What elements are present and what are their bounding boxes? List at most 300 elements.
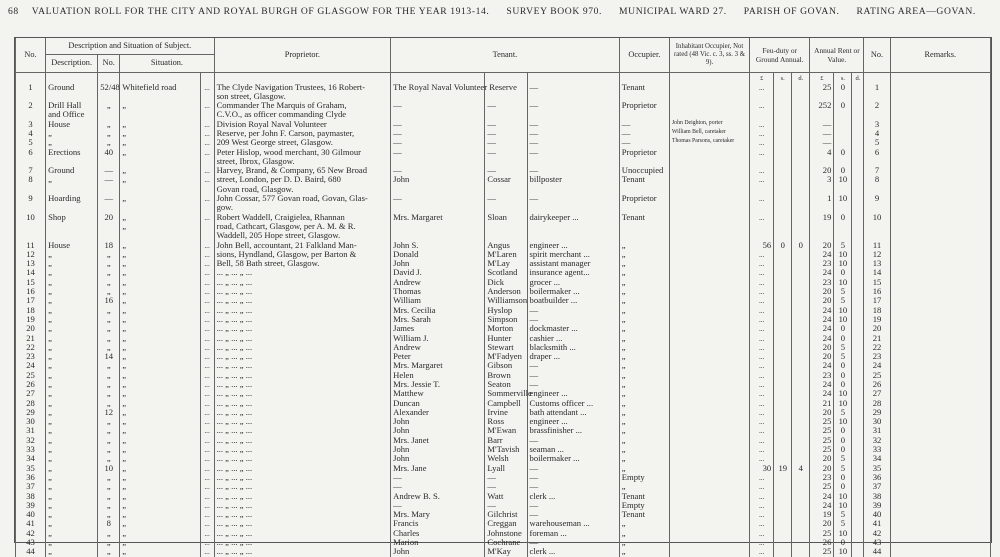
feu-pounds: ... — [750, 101, 774, 110]
rent-shillings: 0 — [834, 101, 852, 110]
feu-shillings — [774, 101, 792, 110]
subject-number: „ — [98, 306, 120, 315]
row-number-right: 32 — [864, 436, 890, 445]
subject-number: 10 — [98, 464, 120, 473]
subject-number: „ — [98, 324, 120, 333]
row-number: 18 — [16, 306, 46, 315]
situation: „ — [120, 120, 200, 129]
rent-pence — [852, 296, 864, 305]
tenant-first-name: James — [391, 324, 485, 333]
feu-pence — [792, 352, 810, 361]
feu-shillings — [774, 287, 792, 296]
situation: „ — [120, 278, 200, 287]
rent-pounds: 20 — [810, 408, 834, 417]
situation: „ — [120, 361, 200, 370]
tenant-occupation: — — [527, 120, 619, 129]
tenant-occupation: — — [527, 315, 619, 324]
rent-shillings — [834, 222, 852, 231]
rent-pence — [852, 259, 864, 268]
tenant-first-name: Mrs. Jane — [391, 464, 485, 473]
feu-shillings — [774, 426, 792, 435]
description: „ — [46, 296, 98, 305]
occupier: „ — [619, 315, 669, 324]
tenant-occupation: foreman ... — [527, 529, 619, 538]
tenant-first-name: — — [391, 473, 485, 482]
remarks — [890, 268, 990, 277]
col-proprietor: Proprietor. — [214, 38, 391, 72]
feu-pounds: ... — [750, 473, 774, 482]
inhabitant-occupier — [669, 371, 749, 380]
rent-pounds: 24 — [810, 268, 834, 277]
row-number-right: 38 — [864, 492, 890, 501]
inhabitant-occupier — [669, 268, 749, 277]
remarks — [890, 166, 990, 175]
occupier: „ — [619, 306, 669, 315]
row-number-right: 3 — [864, 120, 890, 129]
subject-number: „ — [98, 482, 120, 491]
description: „ — [46, 138, 98, 147]
row-number: 39 — [16, 501, 46, 510]
situation: „ — [120, 287, 200, 296]
situation: „ — [120, 436, 200, 445]
rent-pounds: — — [810, 138, 834, 147]
tenant-surname: — — [485, 482, 527, 491]
rent-pence — [852, 110, 864, 119]
tenant-first-name: Mrs. Sarah — [391, 315, 485, 324]
situation: „ — [120, 408, 200, 417]
description: „ — [46, 426, 98, 435]
rent-shillings: 0 — [834, 334, 852, 343]
rent-pence — [852, 492, 864, 501]
proprietor: Govan road, Glasgow. — [214, 185, 391, 194]
rent-pence — [852, 129, 864, 138]
feu-pounds: ... — [750, 492, 774, 501]
tenant-surname: — — [485, 148, 527, 157]
tenant-first-name — [391, 157, 485, 166]
situation-dots: ... — [200, 417, 214, 426]
situation: „ — [120, 334, 200, 343]
row-number-right: 21 — [864, 334, 890, 343]
feu-shillings — [774, 510, 792, 519]
proprietor: ... „ ... „ ... — [214, 408, 391, 417]
proprietor: ... „ ... „ ... — [214, 538, 391, 547]
table-row — [16, 110, 991, 119]
remarks — [890, 213, 990, 222]
row-number: 40 — [16, 510, 46, 519]
row-number: 42 — [16, 529, 46, 538]
inhabitant-occupier — [669, 538, 749, 547]
feu-shillings — [774, 120, 792, 129]
situation-dots: ... — [200, 250, 214, 259]
description: Hoarding — [46, 194, 98, 203]
inhabitant-occupier — [669, 213, 749, 222]
inhabitant-occupier: Thomas Parsons, caretaker — [669, 138, 749, 147]
remarks — [890, 529, 990, 538]
tenant-surname: Sommerville — [485, 389, 527, 398]
tenant-first-name: Mrs. Margaret — [391, 213, 485, 222]
subject-number: 52/48 — [98, 83, 120, 92]
remarks — [890, 120, 990, 129]
situation: „ — [120, 547, 200, 556]
feu-pence — [792, 529, 810, 538]
row-number: 32 — [16, 436, 46, 445]
feu-pounds: ... — [750, 426, 774, 435]
remarks — [890, 324, 990, 333]
rent-pence — [852, 501, 864, 510]
inhabitant-occupier — [669, 426, 749, 435]
rent-pence — [852, 399, 864, 408]
rent-shillings: 0 — [834, 361, 852, 370]
inhabitant-occupier — [669, 389, 749, 398]
feu-pounds: ... — [750, 278, 774, 287]
feu-pence — [792, 436, 810, 445]
description: House — [46, 120, 98, 129]
rent-pence — [852, 120, 864, 129]
rent-pence — [852, 92, 864, 101]
inhabitant-occupier — [669, 194, 749, 203]
inhabitant-occupier — [669, 399, 749, 408]
feu-pence — [792, 101, 810, 110]
feu-pounds: ... — [750, 148, 774, 157]
tenant-first-name: — — [391, 138, 485, 147]
situation-dots: ... — [200, 501, 214, 510]
inhabitant-occupier — [669, 436, 749, 445]
rent-pounds: 24 — [810, 501, 834, 510]
occupier: „ — [619, 408, 669, 417]
feu-shillings — [774, 492, 792, 501]
rent-pence — [852, 213, 864, 222]
row-number: 9 — [16, 194, 46, 203]
situation-dots: ... — [200, 334, 214, 343]
rent-shillings: 0 — [834, 538, 852, 547]
proprietor: ... „ ... „ ... — [214, 519, 391, 528]
inhabitant-occupier — [669, 343, 749, 352]
feu-pence — [792, 399, 810, 408]
inhabitant-occupier — [669, 334, 749, 343]
subject-number: „ — [98, 361, 120, 370]
inhabitant-occupier — [669, 185, 749, 194]
row-number: 19 — [16, 315, 46, 324]
rent-pence — [852, 287, 864, 296]
feu-pence — [792, 408, 810, 417]
rent-pounds: 26 — [810, 538, 834, 547]
row-number: 34 — [16, 454, 46, 463]
situation-dots: ... — [200, 213, 214, 222]
tenant-occupation: clerk ... — [527, 492, 619, 501]
inhabitant-occupier — [669, 148, 749, 157]
tenant-surname: Seaton — [485, 380, 527, 389]
rent-shillings: 10 — [834, 306, 852, 315]
remarks — [890, 241, 990, 250]
feu-pounds: ... — [750, 268, 774, 277]
description: Drill Hall — [46, 101, 98, 110]
tenant-surname: Dick — [485, 278, 527, 287]
description: „ — [46, 445, 98, 454]
remarks — [890, 380, 990, 389]
rent-pounds: 23 — [810, 278, 834, 287]
tenant-occupation: dairykeeper ... — [527, 213, 619, 222]
feu-pence — [792, 361, 810, 370]
situation-dots: ... — [200, 352, 214, 361]
tenant-surname: — — [485, 166, 527, 175]
rent-shillings: 0 — [834, 324, 852, 333]
rent-pence — [852, 529, 864, 538]
proprietor: ... „ ... „ ... — [214, 268, 391, 277]
tenant-occupation — [527, 222, 619, 231]
situation-dots: ... — [200, 324, 214, 333]
tenant-surname — [485, 222, 527, 231]
rent-pence — [852, 464, 864, 473]
remarks — [890, 371, 990, 380]
occupier: — — [619, 120, 669, 129]
remarks — [890, 250, 990, 259]
occupier: Proprietor — [619, 148, 669, 157]
feu-pounds: ... — [750, 175, 774, 184]
tenant-occupation: grocer ... — [527, 278, 619, 287]
situation: „ — [120, 417, 200, 426]
situation-dots: ... — [200, 510, 214, 519]
rent-pence — [852, 426, 864, 435]
remarks — [890, 538, 990, 547]
proprietor: son street, Glasgow. — [214, 92, 391, 101]
occupier: „ — [619, 482, 669, 491]
situation-dots: ... — [200, 445, 214, 454]
remarks — [890, 399, 990, 408]
rent-pence — [852, 380, 864, 389]
occupier: „ — [619, 380, 669, 389]
rent-shillings: 0 — [834, 436, 852, 445]
feu-pounds — [750, 185, 774, 194]
tenant-occupation: — — [527, 138, 619, 147]
row-number: 10 — [16, 213, 46, 222]
inhabitant-occupier — [669, 278, 749, 287]
feu-pence — [792, 250, 810, 259]
rent-shilling-unit: s. — [834, 72, 852, 83]
situation: „ — [120, 389, 200, 398]
feu-shillings — [774, 129, 792, 138]
rent-pence — [852, 148, 864, 157]
proprietor: Division Royal Naval Volunteer — [214, 120, 391, 129]
feu-pounds — [750, 110, 774, 119]
subject-number: „ — [98, 529, 120, 538]
description: and Office — [46, 110, 98, 119]
tenant-first-name: — — [391, 501, 485, 510]
tenant-first-name: The Royal Naval Volunteer Reserve — [391, 83, 485, 92]
row-number-right: 12 — [864, 250, 890, 259]
feu-pence — [792, 371, 810, 380]
row-number: 3 — [16, 120, 46, 129]
tenant-occupation: — — [527, 464, 619, 473]
rent-shillings: 0 — [834, 426, 852, 435]
feu-shillings — [774, 250, 792, 259]
tenant-occupation: — — [527, 538, 619, 547]
tenant-surname: Gibson — [485, 361, 527, 370]
tenant-occupation: dockmaster ... — [527, 324, 619, 333]
description: „ — [46, 259, 98, 268]
situation: „ — [120, 213, 200, 222]
rent-pence — [852, 175, 864, 184]
feu-pence — [792, 492, 810, 501]
description: „ — [46, 547, 98, 556]
row-number-right: 16 — [864, 287, 890, 296]
rent-pence — [852, 417, 864, 426]
tenant-first-name: Francis — [391, 519, 485, 528]
tenant-surname: Gilchrist — [485, 510, 527, 519]
tenant-surname: Anderson — [485, 287, 527, 296]
row-number: 12 — [16, 250, 46, 259]
feu-shillings — [774, 268, 792, 277]
rent-shillings: 10 — [834, 250, 852, 259]
tenant-occupation — [527, 185, 619, 194]
subject-number: „ — [98, 343, 120, 352]
situation-dots: ... — [200, 315, 214, 324]
rent-pounds: 24 — [810, 334, 834, 343]
feu-shillings — [774, 343, 792, 352]
tenant-first-name: Mrs. Jessie T. — [391, 380, 485, 389]
rent-shillings: 10 — [834, 194, 852, 203]
subject-number: „ — [98, 268, 120, 277]
rent-pence — [852, 250, 864, 259]
rent-shillings: 10 — [834, 259, 852, 268]
proprietor: sions, Hyndland, Glasgow, per Barton & — [214, 250, 391, 259]
row-number-right: 28 — [864, 399, 890, 408]
tenant-first-name: John — [391, 547, 485, 556]
remarks — [890, 436, 990, 445]
situation-dots: ... — [200, 473, 214, 482]
situation-dots: ... — [200, 268, 214, 277]
situation-dots: ... — [200, 138, 214, 147]
remarks — [890, 306, 990, 315]
occupier: „ — [619, 399, 669, 408]
feu-shillings — [774, 315, 792, 324]
tenant-surname: Williamson — [485, 296, 527, 305]
unit-row — [16, 72, 991, 83]
tenant-first-name: — — [391, 120, 485, 129]
rent-shillings: 0 — [834, 380, 852, 389]
description: House — [46, 241, 98, 250]
feu-shillings — [774, 519, 792, 528]
occupier: „ — [619, 334, 669, 343]
rent-pounds: 24 — [810, 315, 834, 324]
tenant-occupation: engineer ... — [527, 241, 619, 250]
situation: Whitefield road — [120, 83, 200, 92]
rent-shillings: 5 — [834, 408, 852, 417]
feu-pence — [792, 389, 810, 398]
feu-shillings — [774, 547, 792, 556]
situation-dots: ... — [200, 389, 214, 398]
table-row — [16, 120, 991, 129]
row-number-right: 30 — [864, 417, 890, 426]
subject-number: „ — [98, 454, 120, 463]
feu-shillings: 19 — [774, 464, 792, 473]
feu-shillings — [774, 389, 792, 398]
rent-pounds: 24 — [810, 380, 834, 389]
parish: PARISH OF GOVAN. — [743, 6, 840, 17]
row-number-right: 13 — [864, 259, 890, 268]
rent-shillings: 10 — [834, 547, 852, 556]
occupier: „ — [619, 241, 669, 250]
feu-pence — [792, 315, 810, 324]
tenant-occupation: boatbuilder ... — [527, 296, 619, 305]
row-number: 38 — [16, 492, 46, 501]
subject-number: „ — [98, 426, 120, 435]
rent-pounds: 25 — [810, 547, 834, 556]
tenant-surname: Creggan — [485, 519, 527, 528]
rent-pounds: 20 — [810, 519, 834, 528]
row-number: 22 — [16, 343, 46, 352]
row-number-right: 41 — [864, 519, 890, 528]
situation-dots: ... — [200, 296, 214, 305]
proprietor: ... „ ... „ ... — [214, 426, 391, 435]
description: „ — [46, 268, 98, 277]
tenant-surname: — — [485, 138, 527, 147]
subject-number: — — [98, 194, 120, 203]
rent-shillings: 0 — [834, 213, 852, 222]
occupier: Tenant — [619, 175, 669, 184]
situation-dots — [200, 157, 214, 166]
row-number: 43 — [16, 538, 46, 547]
feu-shillings — [774, 110, 792, 119]
row-number-right: 23 — [864, 352, 890, 361]
row-number-right: 15 — [864, 278, 890, 287]
occupier: „ — [619, 417, 669, 426]
proprietor: ... „ ... „ ... — [214, 501, 391, 510]
rent-pounds: 25 — [810, 529, 834, 538]
occupier: „ — [619, 529, 669, 538]
proprietor: ... „ ... „ ... — [214, 436, 391, 445]
row-number: 1 — [16, 83, 46, 92]
tenant-surname: M'Kay — [485, 547, 527, 556]
rent-shillings: 5 — [834, 510, 852, 519]
description: „ — [46, 315, 98, 324]
occupier: „ — [619, 296, 669, 305]
proprietor: ... „ ... „ ... — [214, 315, 391, 324]
situation: „ — [120, 454, 200, 463]
proprietor: ... „ ... „ ... — [214, 371, 391, 380]
feu-pence — [792, 194, 810, 203]
row-number — [16, 222, 46, 231]
situation-dots — [200, 203, 214, 212]
occupier: Proprietor — [619, 101, 669, 110]
proprietor: ... „ ... „ ... — [214, 454, 391, 463]
survey-book: SURVEY BOOK 970. — [506, 6, 603, 17]
description: „ — [46, 175, 98, 184]
situation: „ — [120, 529, 200, 538]
feu-pounds: ... — [750, 510, 774, 519]
proprietor: ... „ ... „ ... — [214, 287, 391, 296]
rent-pounds: 4 — [810, 148, 834, 157]
rent-pence — [852, 371, 864, 380]
feu-shillings — [774, 213, 792, 222]
remarks — [890, 92, 990, 101]
feu-pounds: ... — [750, 399, 774, 408]
row-number: 13 — [16, 259, 46, 268]
rent-pounds — [810, 222, 834, 231]
occupier: „ — [619, 324, 669, 333]
occupier: Proprietor — [619, 194, 669, 203]
situation-dots: ... — [200, 482, 214, 491]
situation-dots: ... — [200, 129, 214, 138]
row-number: 27 — [16, 389, 46, 398]
rent-shillings: 5 — [834, 287, 852, 296]
situation: „ — [120, 222, 200, 231]
tenant-surname: Watt — [485, 492, 527, 501]
row-number: 28 — [16, 399, 46, 408]
tenant-first-name: Mrs. Mary — [391, 510, 485, 519]
feu-pence — [792, 510, 810, 519]
description — [46, 222, 98, 231]
subject-number: „ — [98, 501, 120, 510]
